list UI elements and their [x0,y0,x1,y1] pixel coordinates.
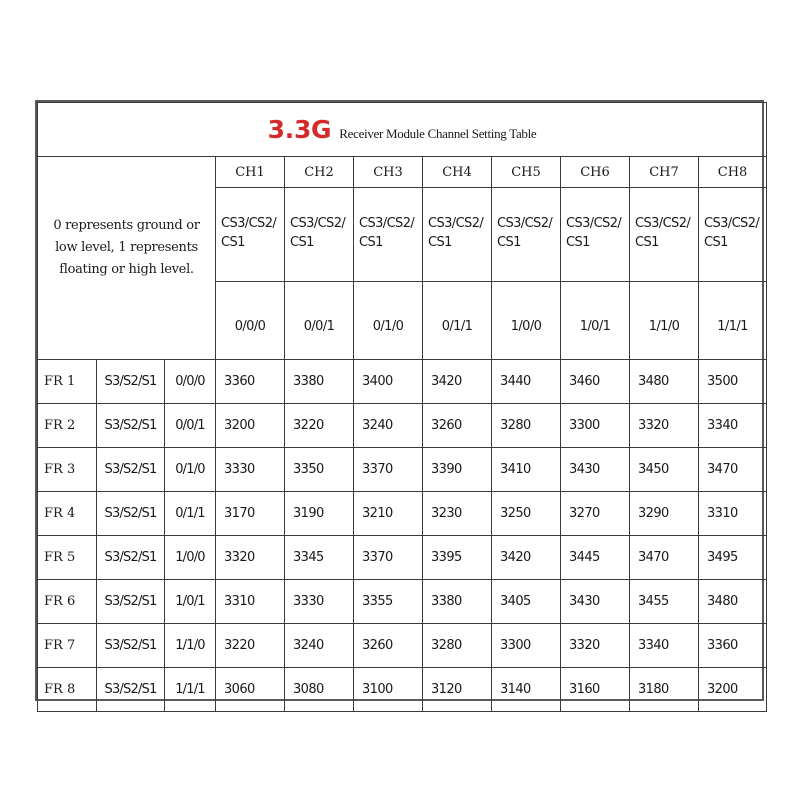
channel-header-5: CH5 [492,157,561,188]
frequency-value-ch3: 3355 [354,580,423,624]
frequency-value-ch7: 3290 [630,492,699,536]
table-row [38,448,767,492]
frequency-value-ch1: 3200 [216,404,285,448]
frequency-value-ch2: 3190 [285,492,354,536]
frequency-value-ch2: 3080 [285,668,354,712]
frequency-value-ch5: 3420 [492,536,561,580]
channel-header-1: CH1 [216,157,285,188]
frequency-value-ch1: 3320 [216,536,285,580]
channel-pins-6: CS3/CS2/ CS1 [561,188,630,282]
channel-pins-5: CS3/CS2/ CS1 [492,188,561,282]
frequency-value-ch2: 3350 [285,448,354,492]
frequency-value-ch4: 3395 [423,536,492,580]
frequency-group-label: FR 7 [38,624,97,668]
frequency-pins: S3/S2/S1 [97,668,165,712]
frequency-value-ch2: 3220 [285,404,354,448]
frequency-value-ch7: 3180 [630,668,699,712]
channel-code-4: 0/1/1 [423,282,492,360]
channel-pins-7: CS3/CS2/ CS1 [630,188,699,282]
frequency-value-ch8: 3200 [699,668,767,712]
frequency-value-ch4: 3390 [423,448,492,492]
frequency-group-label: FR 3 [38,448,97,492]
frequency-value-ch4: 3120 [423,668,492,712]
frequency-value-ch1: 3360 [216,360,285,404]
frequency-value-ch6: 3160 [561,668,630,712]
frequency-value-ch5: 3410 [492,448,561,492]
frequency-value-ch1: 3220 [216,624,285,668]
channel-code-3: 0/1/0 [354,282,423,360]
frequency-value-ch4: 3260 [423,404,492,448]
frequency-value-ch4: 3230 [423,492,492,536]
frequency-value-ch6: 3445 [561,536,630,580]
table-title [38,103,767,157]
table-row [38,492,767,536]
frequency-value-ch7: 3470 [630,536,699,580]
frequency-group-label: FR 5 [38,536,97,580]
frequency-code: 0/1/1 [165,492,216,536]
channel-code-7: 1/1/0 [630,282,699,360]
frequency-value-ch2: 3240 [285,624,354,668]
frequency-value-ch8: 3500 [699,360,767,404]
frequency-value-ch7: 3320 [630,404,699,448]
frequency-value-ch2: 3345 [285,536,354,580]
frequency-value-ch5: 3405 [492,580,561,624]
frequency-value-ch8: 3340 [699,404,767,448]
frequency-value-ch5: 3250 [492,492,561,536]
frequency-value-ch3: 3400 [354,360,423,404]
frequency-code: 0/0/1 [165,404,216,448]
frequency-code: 0/1/0 [165,448,216,492]
frequency-value-ch3: 3370 [354,448,423,492]
frequency-value-ch6: 3430 [561,580,630,624]
frequency-value-ch5: 3440 [492,360,561,404]
frequency-group-label: FR 8 [38,668,97,712]
channel-pins-4: CS3/CS2/ CS1 [423,188,492,282]
frequency-value-ch1: 3330 [216,448,285,492]
frequency-value-ch3: 3240 [354,404,423,448]
frequency-value-ch6: 3320 [561,624,630,668]
frequency-code: 1/0/1 [165,580,216,624]
frequency-value-ch6: 3430 [561,448,630,492]
frequency-value-ch6: 3300 [561,404,630,448]
frequency-value-ch4: 3280 [423,624,492,668]
table-row [38,624,767,668]
channel-setting-table-sheet [35,100,764,701]
frequency-pins: S3/S2/S1 [97,360,165,404]
channel-pins-1: CS3/CS2/ CS1 [216,188,285,282]
frequency-pins: S3/S2/S1 [97,404,165,448]
frequency-value-ch3: 3260 [354,624,423,668]
title-text: Receiver Module Channel Setting Table [339,126,537,141]
channel-code-1: 0/0/0 [216,282,285,360]
frequency-value-ch8: 3495 [699,536,767,580]
level-note: 0 represents ground or low level, 1 represents floating or high level. [38,157,216,360]
frequency-value-ch5: 3300 [492,624,561,668]
frequency-group-label: FR 6 [38,580,97,624]
frequency-value-ch8: 3360 [699,624,767,668]
frequency-group-label: FR 1 [38,360,97,404]
channel-code-2: 0/0/1 [285,282,354,360]
frequency-pins: S3/S2/S1 [97,448,165,492]
frequency-pins: S3/S2/S1 [97,536,165,580]
frequency-value-ch8: 3310 [699,492,767,536]
channel-header-4: CH4 [423,157,492,188]
channel-pins-3: CS3/CS2/ CS1 [354,188,423,282]
table-row [38,404,767,448]
frequency-value-ch4: 3420 [423,360,492,404]
frequency-value-ch1: 3170 [216,492,285,536]
table-row [38,668,767,712]
channel-code-5: 1/0/0 [492,282,561,360]
frequency-value-ch3: 3210 [354,492,423,536]
frequency-value-ch6: 3270 [561,492,630,536]
channel-header-3: CH3 [354,157,423,188]
frequency-value-ch2: 3330 [285,580,354,624]
frequency-value-ch3: 3370 [354,536,423,580]
frequency-value-ch1: 3060 [216,668,285,712]
channel-code-8: 1/1/1 [699,282,767,360]
frequency-pins: S3/S2/S1 [97,492,165,536]
table-row [38,536,767,580]
frequency-value-ch2: 3380 [285,360,354,404]
frequency-value-ch3: 3100 [354,668,423,712]
frequency-code: 1/1/1 [165,668,216,712]
title-accent: 3.3G [267,115,332,144]
frequency-value-ch1: 3310 [216,580,285,624]
channel-header-8: CH8 [699,157,767,188]
frequency-group-label: FR 2 [38,404,97,448]
frequency-value-ch7: 3480 [630,360,699,404]
frequency-value-ch7: 3455 [630,580,699,624]
frequency-code: 0/0/0 [165,360,216,404]
channel-header-2: CH2 [285,157,354,188]
frequency-value-ch6: 3460 [561,360,630,404]
frequency-value-ch7: 3340 [630,624,699,668]
frequency-group-label: FR 4 [38,492,97,536]
channel-pins-2: CS3/CS2/ CS1 [285,188,354,282]
channel-code-6: 1/0/1 [561,282,630,360]
frequency-value-ch8: 3480 [699,580,767,624]
channel-header-6: CH6 [561,157,630,188]
frequency-code: 1/0/0 [165,536,216,580]
channel-setting-table [37,102,767,712]
table-row [38,360,767,404]
frequency-value-ch8: 3470 [699,448,767,492]
frequency-pins: S3/S2/S1 [97,624,165,668]
channel-pins-8: CS3/CS2/ CS1 [699,188,767,282]
frequency-value-ch5: 3280 [492,404,561,448]
frequency-value-ch5: 3140 [492,668,561,712]
frequency-value-ch7: 3450 [630,448,699,492]
frequency-value-ch4: 3380 [423,580,492,624]
channel-header-7: CH7 [630,157,699,188]
table-row [38,580,767,624]
frequency-code: 1/1/0 [165,624,216,668]
frequency-pins: S3/S2/S1 [97,580,165,624]
